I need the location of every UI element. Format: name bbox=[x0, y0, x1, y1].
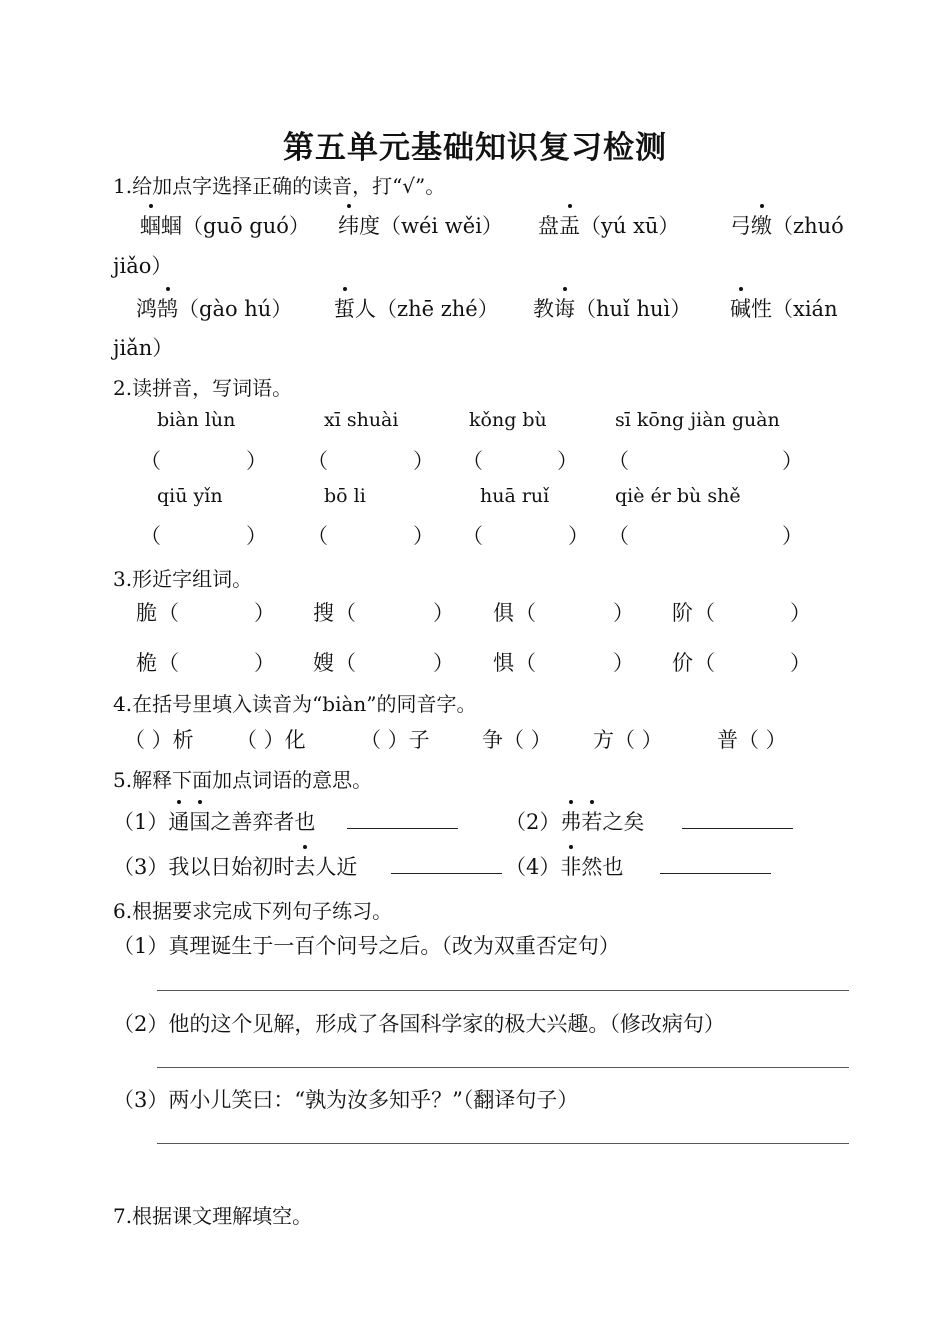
q2-heading: 2.读拼音，写词语。 bbox=[113, 376, 293, 400]
dotted-char: 蝈 bbox=[140, 210, 161, 240]
answer-paren-open: （ bbox=[515, 651, 536, 675]
answer-paren-close: ） bbox=[782, 449, 803, 473]
q1-heading: 1.给加点字选择正确的读音，打“√”。 bbox=[113, 174, 446, 198]
q3-char: 脆 bbox=[136, 601, 157, 625]
dotted-char: 国 bbox=[189, 806, 210, 836]
dotted-char: 若 bbox=[581, 806, 602, 836]
answer-paren-close: ） bbox=[433, 651, 454, 675]
q1-item-2: 纬度（wéi wěi） bbox=[338, 210, 503, 240]
q4-item: 方（ ） bbox=[593, 728, 663, 752]
answer-paren-open: （ bbox=[608, 449, 629, 473]
q1-row2-wrap: jiǎn） bbox=[113, 336, 174, 360]
answer-paren-close: ） bbox=[433, 601, 454, 625]
answer-paren-open: （ bbox=[515, 601, 536, 625]
answer-paren-close: ） bbox=[613, 651, 634, 675]
answer-paren-open: （ bbox=[462, 524, 483, 548]
answer-blank[interactable] bbox=[347, 828, 458, 829]
dotted-char: 蜇 bbox=[334, 293, 355, 323]
pinyin-4: sī kōng jiàn guàn bbox=[615, 409, 780, 431]
answer-paren-open: （ bbox=[158, 651, 179, 675]
answer-paren-open: （ bbox=[307, 524, 328, 548]
answer-paren-close: ） bbox=[782, 524, 803, 548]
answer-paren-close: ） bbox=[413, 449, 434, 473]
answer-blank[interactable] bbox=[682, 828, 793, 829]
q3-char: 价 bbox=[672, 651, 693, 675]
answer-paren-open: （ bbox=[158, 601, 179, 625]
pinyin-8: qiè ér bù shě bbox=[615, 485, 741, 507]
q1-item-6: 蜇人（zhē zhé） bbox=[334, 293, 499, 323]
q6-sentence-1: （1）真理诞生于一百个问号之后。（改为双重否定句） bbox=[113, 934, 620, 958]
q5-item-4: （4）非然也 bbox=[505, 851, 623, 881]
answer-paren-close: ） bbox=[246, 449, 267, 473]
answer-line[interactable] bbox=[157, 1067, 849, 1068]
answer-paren-open: （ bbox=[694, 651, 715, 675]
q1-item-7: 教诲（huǐ huì） bbox=[533, 293, 691, 323]
q3-char: 俱 bbox=[493, 601, 514, 625]
answer-paren-open: （ bbox=[335, 651, 356, 675]
answer-blank[interactable] bbox=[391, 873, 502, 874]
q4-item: （ ）化 bbox=[236, 728, 306, 752]
q6-heading: 6.根据要求完成下列句子练习。 bbox=[113, 899, 393, 923]
q5-item-2: （2）弗若之矣 bbox=[505, 806, 644, 836]
q1-row1-wrap: jiǎo） bbox=[113, 254, 173, 278]
q1-item-1: 蝈蝈（guō guó） bbox=[140, 210, 310, 240]
answer-paren-open: （ bbox=[694, 601, 715, 625]
pinyin-7: huā ruǐ bbox=[480, 485, 550, 507]
q4-item: 普（ ） bbox=[717, 728, 787, 752]
q3-char: 桅 bbox=[136, 651, 157, 675]
dotted-char: 碱 bbox=[730, 293, 751, 323]
answer-paren-open: （ bbox=[140, 524, 161, 548]
page-title: 第五单元基础知识复习检测 bbox=[283, 130, 667, 166]
dotted-char: 纬 bbox=[338, 210, 359, 240]
pinyin-3: kǒng bù bbox=[469, 409, 547, 431]
answer-paren-close: ） bbox=[790, 601, 811, 625]
answer-paren-close: ） bbox=[246, 524, 267, 548]
dotted-char: 通 bbox=[168, 806, 189, 836]
q7-heading: 7.根据课文理解填空。 bbox=[113, 1204, 313, 1228]
q5-item-3: （3）我以日始初时去人近 bbox=[113, 851, 357, 881]
answer-paren-close: ） bbox=[790, 651, 811, 675]
answer-paren-close: ） bbox=[254, 651, 275, 675]
q4-item: （ ）析 bbox=[124, 728, 194, 752]
q6-sentence-3: （3）两小儿笑曰：“孰为汝多知乎？”（翻译句子） bbox=[113, 1088, 579, 1112]
dotted-char: 鹄 bbox=[157, 293, 178, 323]
pinyin-2: xī shuài bbox=[324, 409, 399, 431]
q4-item: 争（ ） bbox=[482, 728, 552, 752]
q3-char: 搜 bbox=[313, 601, 334, 625]
answer-paren-close: ） bbox=[557, 449, 578, 473]
dotted-char: 盂 bbox=[559, 210, 580, 240]
dotted-char: 缴 bbox=[751, 210, 772, 240]
pinyin-1: biàn lùn bbox=[157, 409, 236, 431]
q1-item-3: 盘盂（yú xū） bbox=[538, 210, 679, 240]
pinyin-6: bō li bbox=[324, 485, 366, 507]
q1-item-5: 鸿鹄（gào hú） bbox=[136, 293, 292, 323]
q3-char: 嫂 bbox=[313, 651, 334, 675]
answer-line[interactable] bbox=[157, 1143, 849, 1144]
answer-paren-open: （ bbox=[140, 449, 161, 473]
q6-sentence-2: （2）他的这个见解，形成了各国科学家的极大兴趣。（修改病句） bbox=[113, 1012, 725, 1036]
dotted-char: 非 bbox=[560, 851, 581, 881]
answer-paren-close: ） bbox=[568, 524, 589, 548]
dotted-char: 诲 bbox=[554, 293, 575, 323]
answer-line[interactable] bbox=[157, 990, 849, 991]
dotted-char: 去 bbox=[294, 851, 315, 881]
answer-paren-open: （ bbox=[608, 524, 629, 548]
q4-heading: 4.在括号里填入读音为“biàn”的同音字。 bbox=[113, 692, 477, 716]
q4-item: （ ）子 bbox=[360, 728, 430, 752]
q3-heading: 3.形近字组词。 bbox=[113, 567, 253, 591]
answer-paren-close: ） bbox=[613, 601, 634, 625]
q5-item-1: （1）通国之善弈者也 bbox=[113, 806, 315, 836]
answer-paren-close: ） bbox=[413, 524, 434, 548]
q1-item-8: 碱性（xián bbox=[730, 293, 838, 323]
answer-paren-close: ） bbox=[254, 601, 275, 625]
dotted-char: 弗 bbox=[560, 806, 581, 836]
answer-paren-open: （ bbox=[307, 449, 328, 473]
q5-heading: 5.解释下面加点词语的意思。 bbox=[113, 768, 373, 792]
q3-char: 惧 bbox=[493, 651, 514, 675]
pinyin-5: qiū yǐn bbox=[157, 485, 223, 507]
answer-blank[interactable] bbox=[660, 873, 771, 874]
q3-char: 阶 bbox=[672, 601, 693, 625]
answer-paren-open: （ bbox=[462, 449, 483, 473]
q1-item-4: 弓缴（zhuó bbox=[730, 210, 844, 240]
answer-paren-open: （ bbox=[335, 601, 356, 625]
